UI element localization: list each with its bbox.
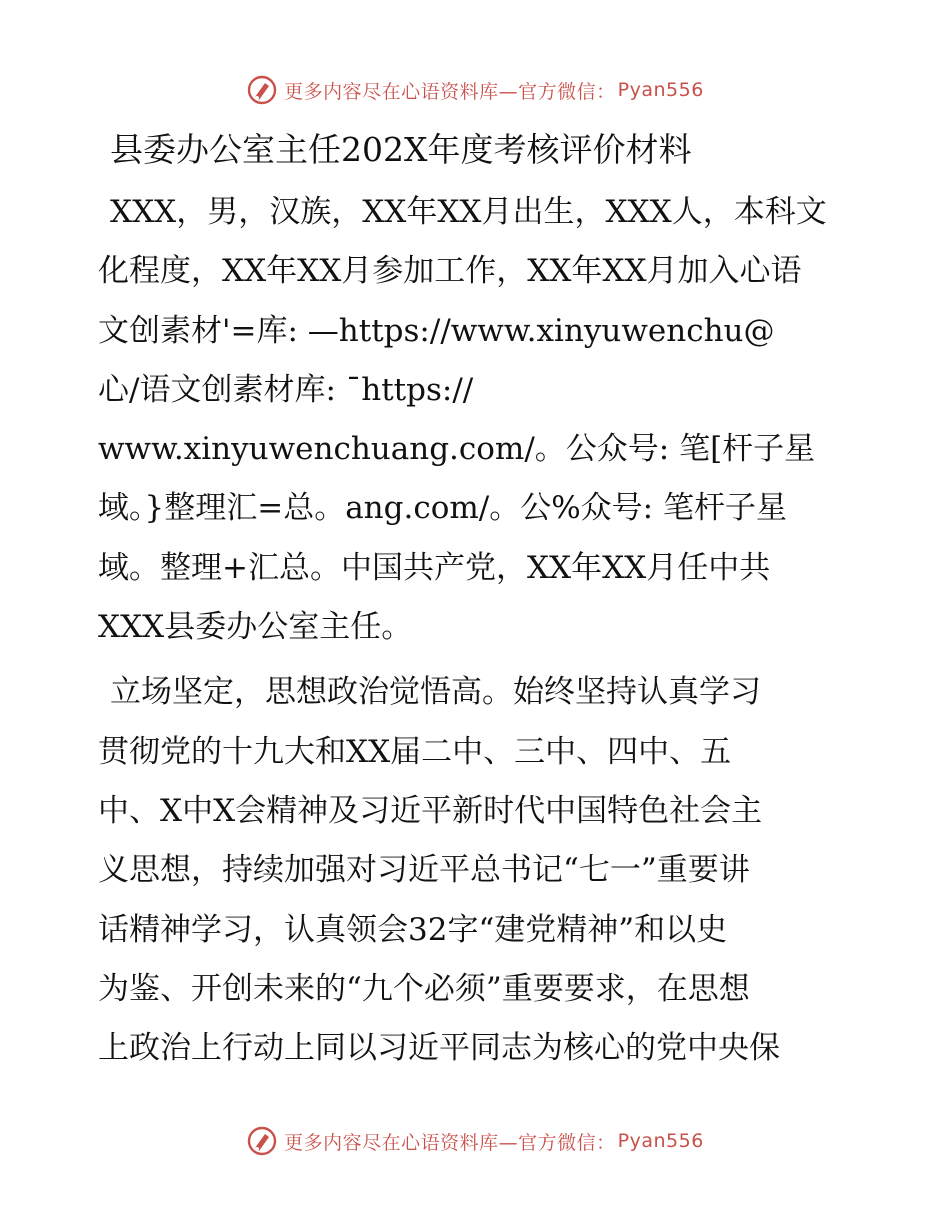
header-watermark: [0, 70, 950, 110]
watermark-wechat-id: Pyan556: [617, 1130, 704, 1152]
pen-logo-icon: [246, 74, 278, 106]
paragraph-line: 立场坚定，思想政治觉悟高。始终坚持认真学习: [110, 674, 761, 711]
paragraph-line: XXX，男，汉族，XX年XX月出生，XXX人，本科文: [110, 194, 827, 230]
paragraph-line: 域。}整理汇=总。ang.com/。公%众号: 笔杆子星: [98, 490, 787, 527]
paragraph-line: 化程度，XX年XX月参加工作，XX年XX月加入心语: [98, 253, 802, 290]
paragraph-line: 贯彻党的十九大和XX届二中、三中、四中、五: [98, 733, 732, 770]
paragraph-line: 义思想，持续加强对习近平总书记“七一”重要讲: [98, 852, 750, 889]
watermark-text: 更多内容尽在心语资料库—官方微信：: [284, 80, 616, 103]
document-body: [98, 120, 858, 1078]
document-title: 县委办公室主任202X年度考核评价材料: [110, 130, 692, 169]
paragraph-line: 上政治上行动上同以习近平同志为核心的党中央保: [98, 1030, 780, 1067]
footer-watermark: [0, 1121, 950, 1161]
paragraph-line: 中、X中X会精神及习近平新时代中国特色社会主: [98, 792, 763, 829]
paragraph-line: 话精神学习，认真领会32字“建党精神”和以史: [98, 911, 728, 948]
watermark-text: 更多内容尽在心语资料库—官方微信：: [284, 1131, 616, 1154]
paragraph-line: 域。整理+汇总。中国共产党，XX年XX月任中共: [98, 549, 771, 586]
paragraph-line: www.xinyuwenchuang.com/。公众号: 笔[杆子星: [98, 431, 816, 468]
paragraph-line: 文创素材'=库: —https://www.xinyuwenchu@: [98, 312, 775, 349]
paragraph-political-stance: [98, 663, 858, 1078]
paragraph-profile: [98, 183, 858, 657]
pen-logo-icon: [246, 1125, 278, 1157]
watermark-wechat-id: Pyan556: [617, 79, 704, 101]
paragraph-line: 为鉴、开创未来的“九个必须”重要要求，在思想: [98, 970, 750, 1007]
paragraph-line: 心/语文创素材库: ¯https://: [98, 371, 474, 408]
paragraph-line: XXX县委办公室主任。: [98, 609, 413, 646]
